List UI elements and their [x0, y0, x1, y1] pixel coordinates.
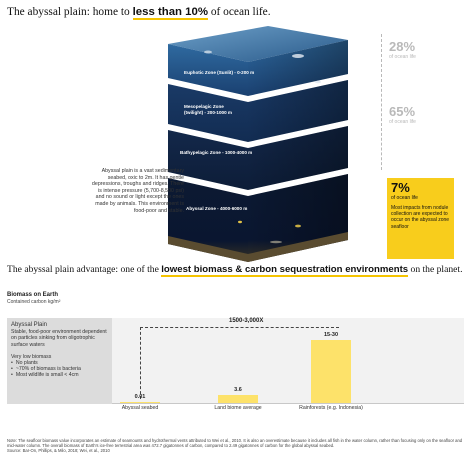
bar-value-label: 3.6 — [234, 387, 242, 394]
category-label: Land biome average — [214, 405, 262, 411]
abyssal-plain-description: Abyssal plain is a vast sedimentary seabed, oxic to 2m. It has gentle depressions, troughs and ridges. There is intense pressure (5,700-8,500 psi) and no sound or light except the ones made by animals. This environment is food-poor and stable. — [91, 168, 184, 214]
panel-bullets — [11, 360, 108, 379]
abyssal-stat-box: 7% of ocean life Most impacts from nodule collection are expected to occur on the abyssal zone seafloor — [387, 178, 454, 259]
panel-description: Stable, food-poor environment dependent on particles sinking from oligotrophic surface waters — [11, 329, 107, 348]
stat-meso-bathy: 65% of ocean life — [389, 104, 416, 125]
panel-title: Abyssal Plain — [11, 322, 48, 328]
list-item: • Most wildlife is small < 4cm — [11, 372, 108, 378]
zone-label-bathypelagic: Bathypelagic Zone - 1000-4000 m — [180, 150, 253, 155]
list-item: • No plants — [11, 360, 108, 366]
ratio-bracket-top — [140, 327, 339, 328]
ratio-label: 1500-3,000X — [229, 318, 264, 324]
zone-divider — [381, 34, 382, 82]
list-item: • ~70% of biomass is bacteria — [11, 366, 108, 372]
chart-baseline — [112, 403, 464, 404]
ocean-zones-illustration — [148, 22, 362, 277]
section-title: The abyssal plain advantage: one of the lowest biomass & carbon sequestration environments on the planet. — [7, 264, 463, 275]
footnote: Note: The seafloor biomass value incorporates an estimate of seamounts and hydrothermal vents attributed to Wei et al., 2010. It is also an overestimate because it includes all fish in the water column, rather than focusing only on the seafloor and mid-water column. The overall biomass of Earth's ice-free terrestrial area was 472.7 gigatonnes of carbon, compared to 2.49 gigatonnes of carbon for the global abyssal seabed. Source: Bar-On, Phillips, & Milo, 2018; Wei, et al., 2010 — [7, 438, 463, 454]
zone-divider — [381, 84, 382, 170]
title-highlight: less than 10% — [132, 6, 208, 18]
category-label: Rainforests (e.g. Indonesia) — [299, 405, 363, 411]
bar-3 — [311, 340, 351, 403]
biomass-heading: Biomass on Earth — [7, 292, 59, 298]
page-title: The abyssal plain: home to less than 10% of ocean life. — [7, 6, 271, 18]
abyssal-info-text — [11, 322, 108, 379]
stat-euphotic: 28% of ocean life — [389, 39, 416, 60]
ratio-bracket-left — [140, 327, 141, 399]
zone-label-euphotic: Euphotic Zone (Sunlit) - 0-200 m — [184, 70, 255, 75]
bar-value-label: 0.01 — [134, 393, 146, 400]
section-title-highlight: lowest biomass & carbon sequestration environments — [161, 264, 409, 275]
biomass-subheading: Contained carbon kg/m² — [7, 299, 61, 305]
zone-label-mesopelagic: Mesopelagic Zone (twilight) - 200-1000 m — [184, 104, 232, 115]
bar-1 — [120, 402, 160, 404]
panel-low-biomass: Very low biomass — [11, 353, 52, 360]
bar-value-label: 15-30 — [323, 332, 339, 339]
bar-2 — [218, 395, 258, 403]
zone-label-abyssal: Abyssal Zone - 4000-6000 m — [186, 206, 248, 211]
category-label: Abyssal seabed — [121, 405, 159, 411]
